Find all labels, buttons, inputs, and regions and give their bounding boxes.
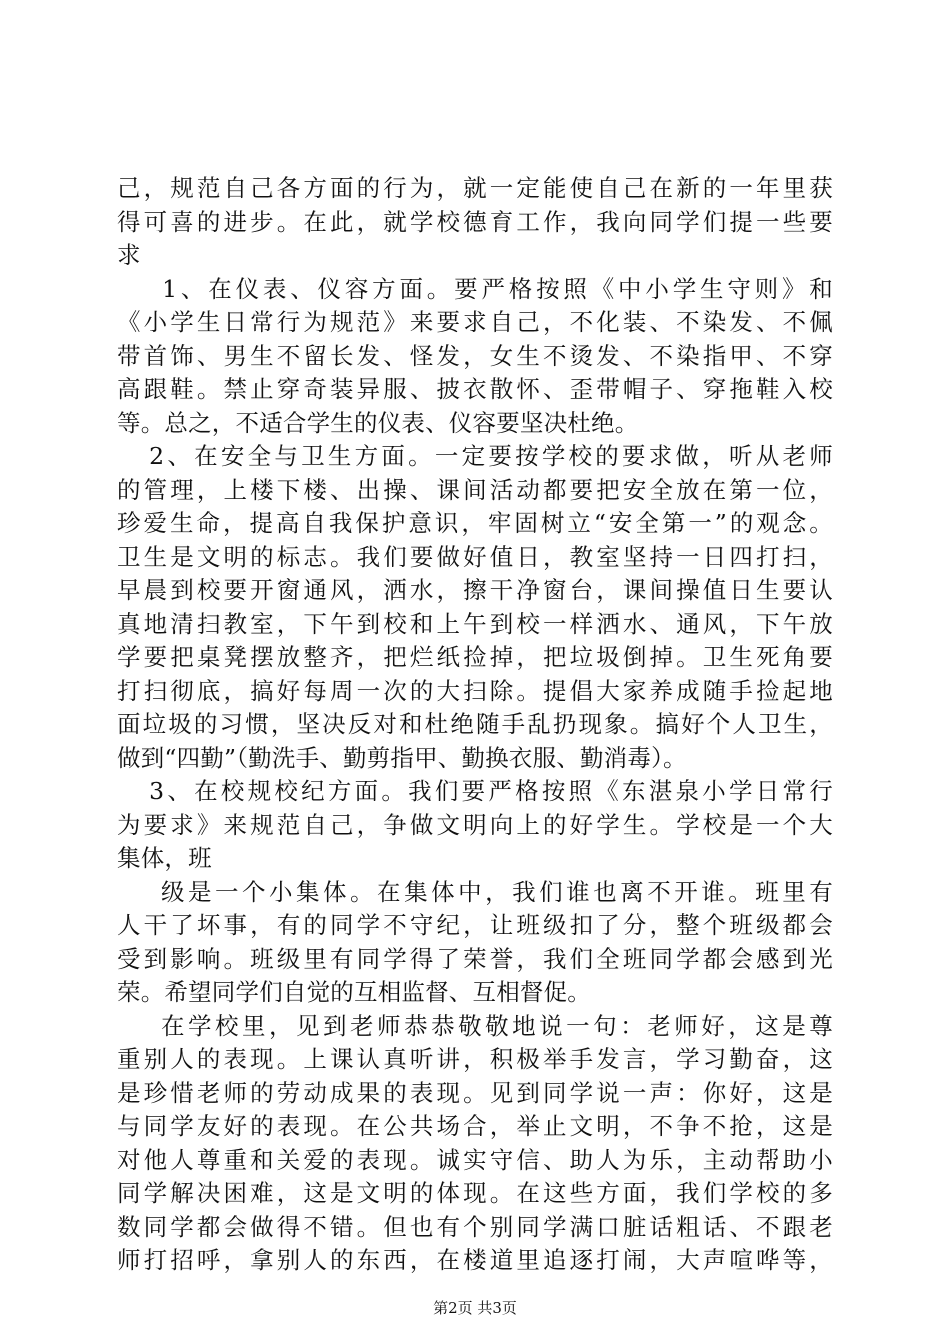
- text-line: 得可喜的进步。在此，就学校德育工作，我向同学们提一些要: [117, 207, 833, 236]
- text-line: 等。总之，不适合学生的仪表、仪容要坚决杜绝。: [117, 408, 639, 437]
- text-line: 荣。希望同学们自觉的互相监督、互相督促。: [117, 978, 591, 1006]
- text-line: 1、在仪表、仪容方面。要严格按照《中小学生守则》和: [117, 274, 833, 303]
- text-line: 做到“四勤”（勤洗手、勤剪指甲、勤换衣服、勤消毒）。: [117, 743, 687, 772]
- text-line: 受到影响。班级里有同学得了荣誉，我们全班同学都会感到光: [117, 944, 833, 973]
- text-line: 集体，班: [117, 844, 212, 872]
- text-line: 为要求》来规范自己，争做文明向上的好学生。学校是一个大: [117, 810, 833, 839]
- text-line: 对他人尊重和关爱的表现。诚实守信、助人为乐，主动帮助小: [117, 1145, 833, 1174]
- page-footer: 第2页 共3页: [433, 1299, 517, 1317]
- text-line: 高跟鞋。禁止穿奇装异服、披衣散怀、歪带帽子、穿拖鞋入校: [117, 375, 833, 403]
- text-line: 与同学友好的表现。在公共场合，举止文明，不争不抢，这是: [117, 1112, 833, 1140]
- text-line: 是珍惜老师的劳动成果的表现。见到同学说一声：你好，这是: [117, 1078, 833, 1107]
- text-line: 师打招呼，拿别人的东西，在楼道里追逐打闹，大声喧哗等，: [117, 1246, 833, 1274]
- text-line: 《小学生日常行为规范》来要求自己，不化装、不染发、不佩: [117, 308, 833, 336]
- text-line: 真地清扫教室，下午到校和上午到校一样洒水、通风，下午放: [117, 609, 833, 638]
- text-line: 珍爱生命，提高自我保护意识，牢固树立“安全第一”的观念。: [117, 509, 833, 537]
- text-line: 重别人的表现。上课认真听讲，积极举手发言，学习勤奋，这: [117, 1045, 833, 1073]
- text-line: 早晨到校要开窗通风，洒水，擦干净窗台，课间操值日生要认: [117, 576, 833, 604]
- text-line: 2、在安全与卫生方面。一定要按学校的要求做，听从老师: [117, 442, 833, 470]
- text-line: 打扫彻底，搞好每周一次的大扫除。提倡大家养成随手捡起地: [117, 676, 833, 705]
- text-line: 同学解决困难，这是文明的体现。在这些方面，我们学校的多: [117, 1179, 833, 1207]
- text-line: 学要把桌凳摆放整齐，把烂纸捡掉，把垃圾倒掉。卫生死角要: [117, 643, 833, 671]
- text-line: 的管理，上楼下楼、出操、课间活动都要把安全放在第一位，: [117, 475, 833, 504]
- text-line: 己，规范自己各方面的行为，就一定能使自己在新的一年里获: [117, 174, 833, 202]
- text-line: 数同学都会做得不错。但也有个别同学满口脏话粗话、不跟老: [117, 1212, 833, 1241]
- text-line: 人干了坏事，有的同学不守纪，让班级扣了分，整个班级都会: [117, 911, 833, 939]
- text-line: 在学校里，见到老师恭恭敬敬地说一句：老师好，这是尊: [117, 1011, 833, 1040]
- text-line: 级是一个小集体。在集体中，我们谁也离不开谁。班里有: [117, 877, 833, 906]
- text-line: 求: [117, 241, 141, 269]
- text-line: 卫生是文明的标志。我们要做好值日，教室坚持一日四打扫，: [117, 542, 833, 571]
- text-line: 面垃圾的习惯，坚决反对和杜绝随手乱扔现象。搞好个人卫生，: [117, 710, 833, 738]
- document-body: [117, 172, 833, 1278]
- text-line: 3、在校规校纪方面。我们要严格按照《东湛泉小学日常行: [117, 777, 833, 805]
- text-line: 带首饰、男生不留长发、怪发，女生不烫发、不染指甲、不穿: [117, 341, 833, 370]
